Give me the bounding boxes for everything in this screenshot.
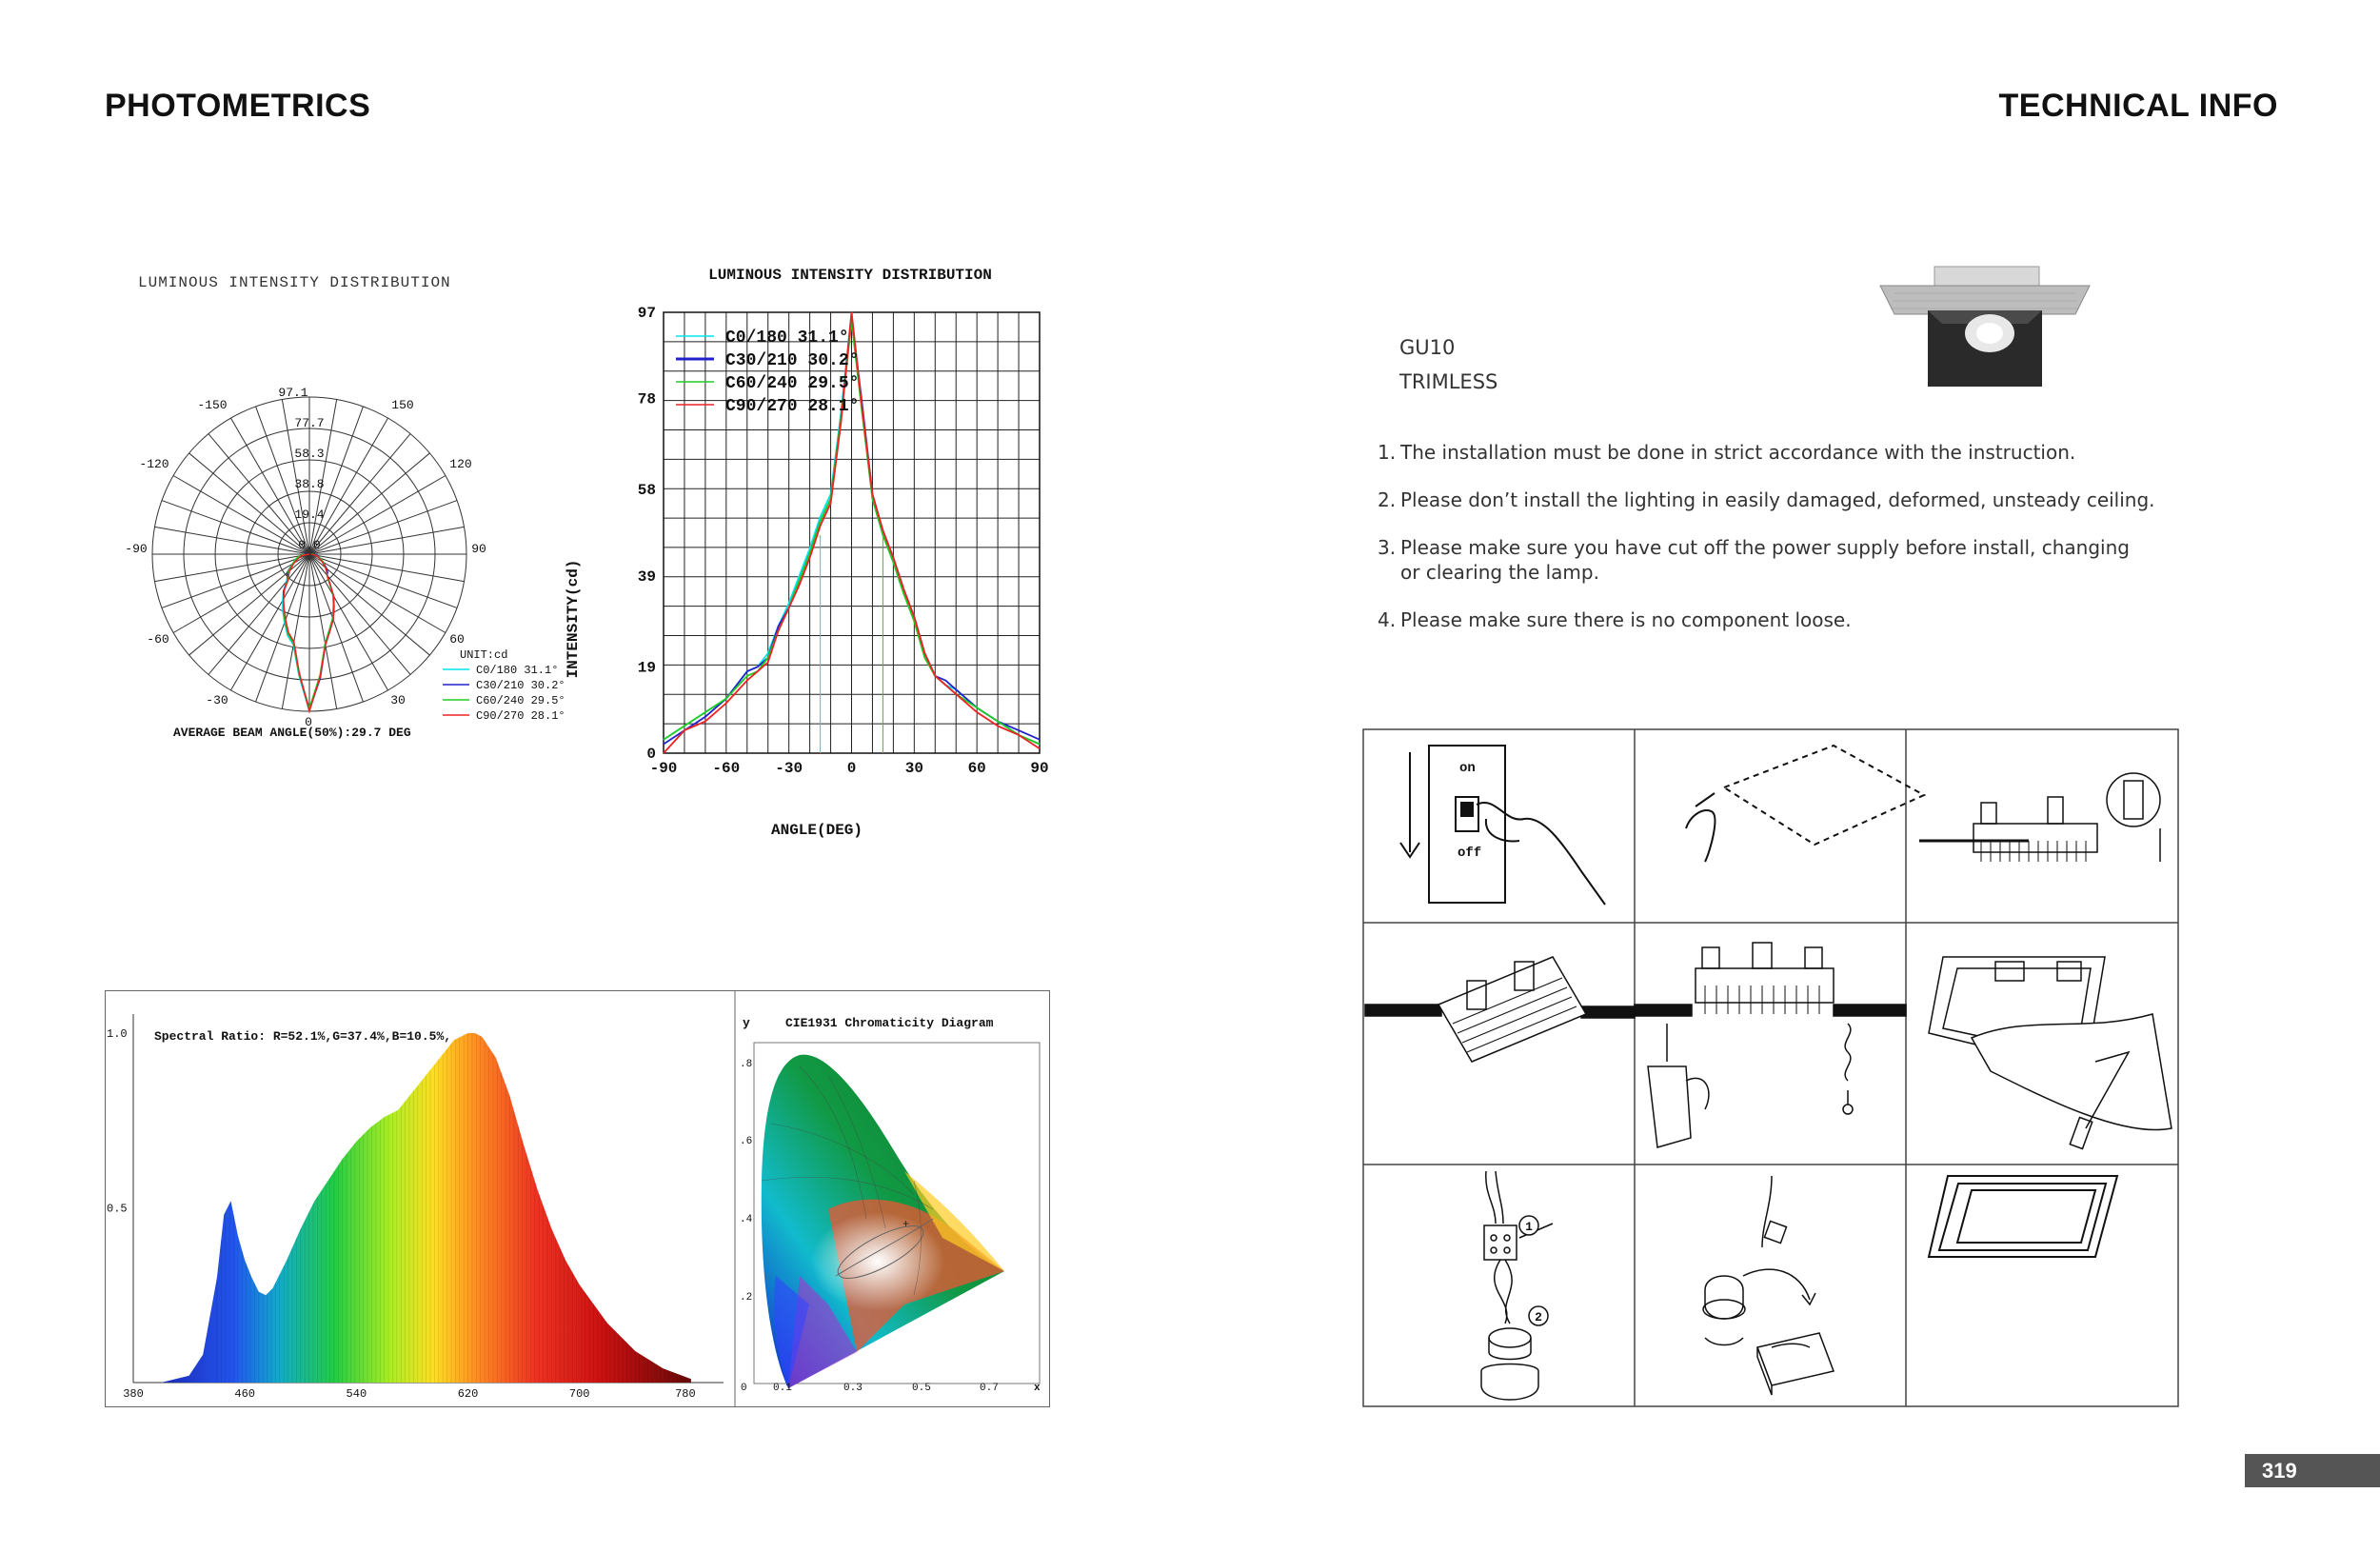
cie-y-tick: .6 — [740, 1136, 753, 1147]
spectrum-y-tick: 0.5 — [107, 1202, 128, 1216]
cie-y-tick: .2 — [740, 1292, 753, 1304]
y-tick-label: 0 — [646, 746, 656, 763]
polar-chart-title: LUMINOUS INTENSITY DISTRIBUTION — [138, 274, 451, 291]
photometrics-heading: PHOTOMETRICS — [105, 88, 371, 124]
y-tick-label: 19 — [637, 659, 656, 677]
polar-legend-entry: C90/270 28.1° — [476, 709, 565, 723]
spectrum-x-tick: 620 — [457, 1387, 479, 1401]
model-label: GU10 — [1399, 336, 1456, 359]
polar-angle-label: -120 — [139, 457, 169, 471]
switch-on-label: on — [1459, 761, 1476, 776]
step-number-two: 2 — [1535, 1310, 1542, 1324]
polar-angle-label: 120 — [449, 457, 472, 471]
cie-x-tick: 0.7 — [980, 1383, 999, 1394]
spectrum-x-tick: 540 — [346, 1387, 367, 1401]
y-tick-label: 58 — [637, 482, 656, 500]
cie-x-axis-label: x — [1034, 1383, 1041, 1394]
polar-angle-label: -60 — [147, 632, 169, 647]
polar-curve — [284, 554, 334, 708]
x-tick-label: -60 — [712, 760, 741, 777]
spectrum-x-tick: 380 — [123, 1387, 144, 1401]
chart-title: LUMINOUS INTENSITY DISTRIBUTION — [708, 267, 992, 284]
polar-angle-label: 60 — [449, 632, 465, 647]
polar-angle-label: -30 — [206, 693, 228, 707]
line-legend-entry: C90/270 28.1° — [725, 397, 860, 416]
line-legend-entry: C60/240 29.5° — [725, 374, 860, 393]
instruction-list — [1378, 440, 2168, 632]
spectrum-x-tick: 780 — [675, 1387, 696, 1401]
polar-ring-label: 58.3 — [294, 447, 325, 461]
x-tick-label: 0 — [846, 760, 857, 777]
polar-ring-label: 77.7 — [294, 416, 325, 430]
polar-curve — [284, 554, 334, 711]
spectrum-y-tick: 1.0 — [107, 1027, 128, 1041]
polar-ring-label: 19.4 — [294, 508, 325, 522]
page-number: 319 — [2245, 1454, 2380, 1487]
polar-curve — [283, 554, 334, 711]
polar-ring-label: 0.0 — [298, 538, 321, 552]
y-tick-label: 39 — [637, 567, 656, 586]
polar-angle-label: 0 — [305, 715, 312, 729]
switch-off-label: off — [1458, 846, 1482, 861]
polar-angle-label: 90 — [471, 542, 486, 556]
svg-text:+: + — [902, 1218, 910, 1231]
cie-x-tick: 0.5 — [912, 1383, 931, 1394]
installation-steps-grid — [1362, 728, 2181, 1409]
y-axis-label: INTENSITY(cd) — [565, 559, 582, 679]
spectral-ratio-label: Spectral Ratio: R=52.1%,G=37.4%,B=10.5%, — [154, 1029, 452, 1044]
line-legend-entry: C30/210 30.2° — [725, 351, 860, 370]
technical-info-heading: TECHNICAL INFO — [1998, 88, 2278, 124]
polar-legend-entry: C60/240 29.5° — [476, 694, 565, 707]
instruction-item: 1. The installation must be done in strict accordance with the instruction. — [1378, 441, 2076, 464]
cie-y-tick: .4 — [740, 1214, 753, 1225]
cie-horseshoe — [762, 1055, 1004, 1388]
polar-angle-label: -90 — [125, 542, 148, 556]
product-image — [1875, 257, 2094, 390]
instruction-item: 2. Please don’t install the lighting in easily damaged, deformed, unsteady ceiling. — [1378, 488, 2155, 511]
line-legend-entry: C0/180 31.1° — [725, 329, 849, 348]
cie-x-tick: 0 — [741, 1383, 747, 1394]
x-tick-label: -30 — [775, 760, 803, 777]
y-tick-label: 78 — [637, 390, 656, 408]
spectrum-x-tick: 700 — [568, 1387, 590, 1401]
spectrum-x-tick: 460 — [234, 1387, 255, 1401]
polar-ring-label: 97.1 — [278, 386, 308, 400]
polar-ring-label: 38.8 — [294, 477, 325, 491]
polar-angle-label: -150 — [197, 398, 228, 412]
y-tick-label: 97 — [637, 305, 656, 322]
cie-x-tick: 0.1 — [773, 1383, 792, 1394]
cie-y-tick: .8 — [740, 1059, 753, 1070]
polar-unit-label: UNIT:cd — [460, 648, 508, 662]
polar-curve — [284, 554, 334, 709]
polar-legend-entry: C0/180 31.1° — [476, 664, 559, 677]
type-label: TRIMLESS — [1399, 370, 1498, 393]
instruction-item: 3. Please make sure you have cut off the power supply before install, changing or clearing the lamp. — [1378, 536, 2130, 584]
x-tick-label: 90 — [1030, 760, 1049, 777]
x-tick-label: -90 — [649, 760, 678, 777]
x-tick-label: 60 — [967, 760, 986, 777]
polar-angle-label: 150 — [391, 398, 414, 412]
intensity-line-chart — [552, 257, 1066, 847]
polar-curves — [283, 554, 334, 711]
polar-angle-label: 30 — [390, 693, 406, 707]
cie-y-axis-label: y — [743, 1016, 750, 1030]
average-beam-angle: AVERAGE BEAM ANGLE(50%):29.7 DEG — [173, 726, 411, 740]
cie-title: CIE1931 Chromaticity Diagram — [785, 1016, 994, 1030]
instruction-item: 4. Please make sure there is no component loose. — [1378, 608, 1852, 631]
x-axis-label: ANGLE(DEG) — [770, 822, 863, 839]
x-tick-label: 30 — [904, 760, 923, 777]
cie-x-tick: 0.3 — [843, 1383, 863, 1394]
spectral-distribution-chart — [105, 990, 1052, 1409]
step-number-one: 1 — [1525, 1220, 1533, 1234]
polar-legend-entry: C30/210 30.2° — [476, 679, 565, 692]
